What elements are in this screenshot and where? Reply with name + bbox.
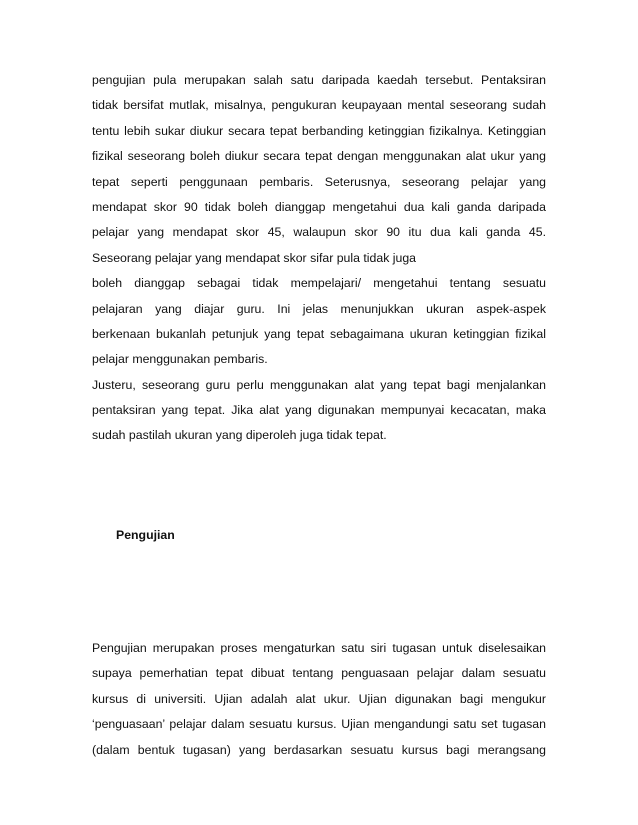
text-line: ‘penguasaan’ pelajar dalam sesuatu kursus. Ujian mengandungi satu set tugasan	[92, 717, 546, 732]
text-line: fizikal seseorang boleh diukur secara tepat dengan menggunakan alat ukur yang	[92, 149, 546, 164]
text-line: Pengujian merupakan proses mengaturkan satu siri tugasan untuk diselesaikan	[92, 641, 546, 655]
text-line: Justeru, seseorang guru perlu menggunakan alat yang tepat bagi menjalankan	[92, 377, 546, 392]
text-line: sudah pastilah ukuran yang diperoleh juga tidak tepat.	[92, 428, 387, 443]
text-line: pelajar yang mendapat skor 45, walaupun skor 90 itu dua kali ganda 45.	[92, 225, 546, 240]
text-line: tepat seperti penggunaan pembaris. Seterusnya, seseorang pelajar yang	[92, 174, 546, 189]
text-line: pengujian pula merupakan salah satu daripada kaedah tersebut. Pentaksiran	[92, 73, 546, 87]
text-line: pelajar menggunakan pembaris.	[92, 352, 268, 367]
text-line: kursus di universiti. Ujian adalah alat ukur. Ujian digunakan bagi mengukur	[92, 691, 546, 706]
text-line: supaya pemerhatian tepat dibuat tentang penguasaan pelajar dalam sesuatu	[92, 666, 546, 681]
section-heading: Pengujian	[116, 528, 175, 542]
text-line: tentu lebih sukar diukur secara tepat berbanding ketinggian fizikalnya. Ketinggian	[92, 123, 546, 138]
text-line: Seseorang pelajar yang mendapat skor sifar pula tidak juga	[92, 250, 417, 265]
text-line: pelajaran yang diajar guru. Ini jelas menunjukkan ukuran aspek-aspek	[92, 301, 546, 316]
text-line: berkenaan bukanlah petunjuk yang tepat sebagaimana ukuran ketinggian fizikal	[92, 326, 546, 341]
text-line: (dalam bentuk tugasan) yang berdasarkan sesuatu kursus bagi merangsang	[92, 742, 546, 757]
paragraph-body-2	[92, 636, 546, 763]
section-1	[92, 68, 546, 449]
paragraph-body-1	[92, 68, 546, 449]
section-2	[92, 636, 546, 763]
text-line: pentaksiran yang tepat. Jika alat yang digunakan mempunyai kecacatan, maka	[92, 403, 546, 418]
text-line: boleh dianggap sebagai tidak mempelajari/ mengetahui tentang sesuatu	[92, 276, 546, 291]
text-line: tidak bersifat mutlak, misalnya, pengukuran keupayaan mental seseorang sudah	[92, 98, 546, 113]
text-line: mendapat skor 90 tidak boleh dianggap mengetahui dua kali ganda daripada	[92, 199, 546, 214]
